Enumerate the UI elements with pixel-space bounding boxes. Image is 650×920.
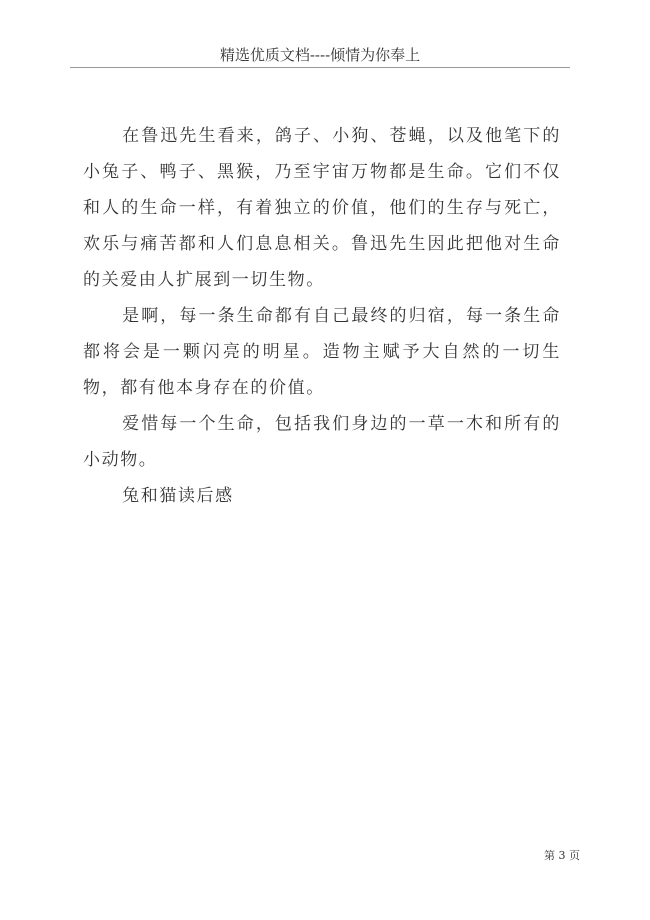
page-header: 精选优质文档----倾情为你奉上 <box>219 46 421 64</box>
paragraph: 爱惜每一个生命，包括我们身边的一草一木和所有的小动物。 <box>83 414 561 470</box>
page-number: 第 3 页 <box>544 849 580 862</box>
header-divider <box>70 67 570 68</box>
paragraph: 在鲁迅先生看来，鸽子、小狗、苍蝇，以及他笔下的小兔子、鸭子、黑猴，乃至宇宙万物都是生命。它们不仅和人的生命一样，有着独立的价值，他们的生存与死亡，欢乐与痛苦都和人们息息相关。鲁迅先生因此把他对生命的关爱由人扩展到一切生物。 <box>83 126 561 290</box>
paragraph: 是啊，每一条生命都有自己最终的归宿，每一条生命都将会是一颗闪亮的明星。造物主赋予大自然的一切生物，都有他本身存在的价值。 <box>83 306 561 398</box>
paragraph: 兔和猫读后感 <box>122 486 234 506</box>
document-body <box>83 118 561 514</box>
